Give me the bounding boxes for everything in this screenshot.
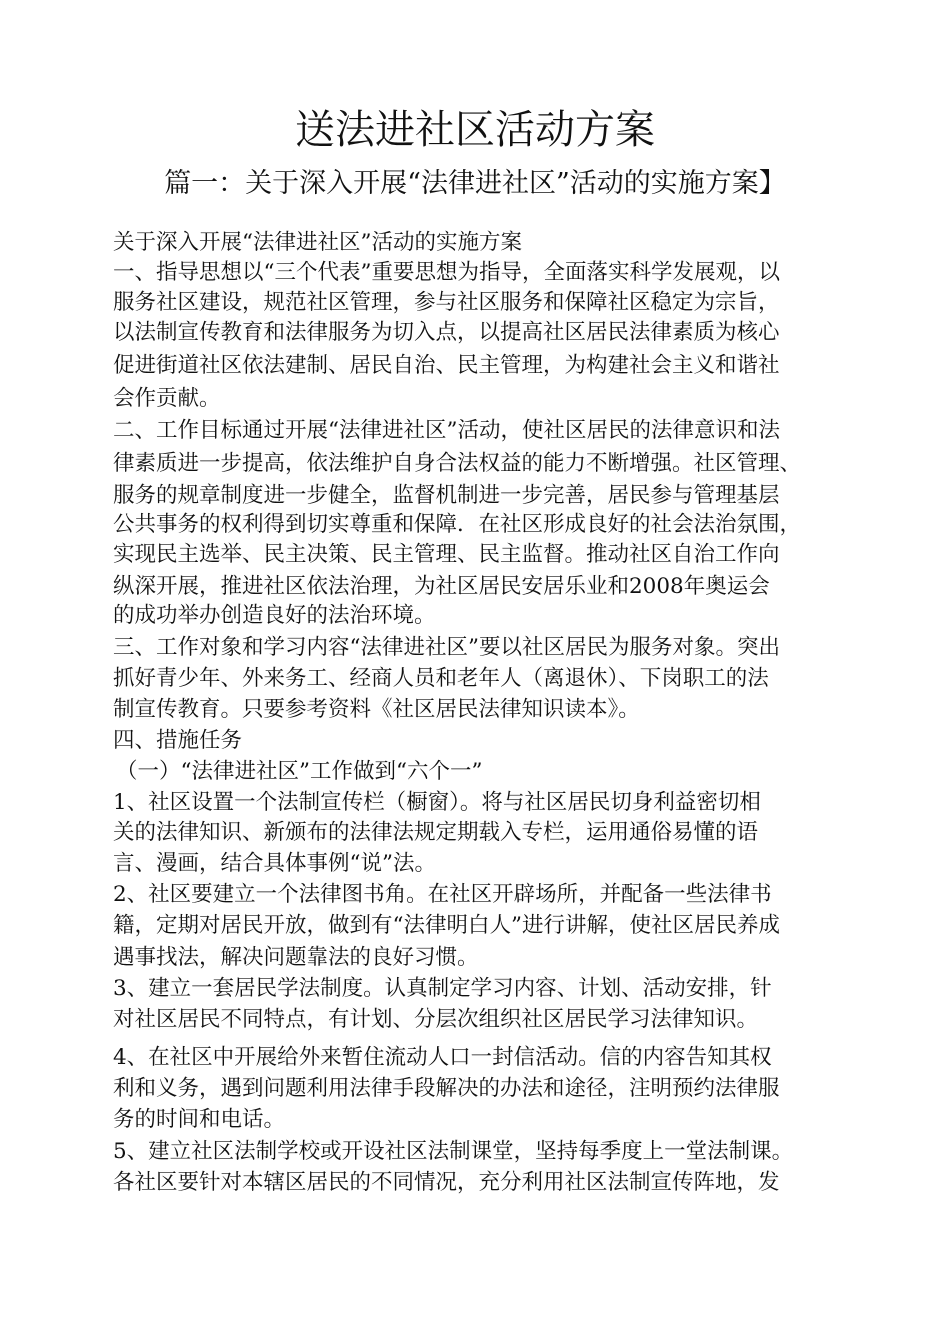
- body-line: 遇事找法，解决问题靠法的良好习惯。: [113, 945, 479, 970]
- body-line: 四、措施任务: [113, 728, 243, 753]
- body-line: 利和义务，遇到问题利用法律手段解决的办法和途径，注明预约法律服: [113, 1076, 780, 1101]
- body-line: 籍，定期对居民开放，做到有“法律明白人”进行讲解，使社区居民养成: [113, 913, 780, 938]
- body-line: 1、社区设置一个法制宣传栏（橱窗）。将与社区居民切身利益密切相: [113, 790, 761, 815]
- document-subtitle: 篇一：关于深入开展“法律进社区”活动的实施方案】: [164, 168, 786, 199]
- body-line: 2、社区要建立一个法律图书角。在社区开辟场所，并配备一些法律书: [113, 882, 772, 907]
- body-line: 言、漫画，结合具体事例“说”法。: [113, 851, 436, 876]
- body-line: 一、指导思想以“三个代表”重要思想为指导，全面落实科学发展观，以: [113, 260, 780, 285]
- body-line: 促进街道社区依法建制、居民自治、民主管理，为构建社会主义和谐社: [113, 353, 780, 378]
- body-line: 二、工作目标通过开展“法律进社区”活动，使社区居民的法律意识和法: [113, 418, 780, 443]
- body-line: 的成功举办创造良好的法治环境。: [113, 603, 436, 628]
- body-line: 4、在社区中开展给外来暂住流动人口一封信活动。信的内容告知其权: [113, 1045, 772, 1070]
- body-line: 5、建立社区法制学校或开设社区法制课堂，坚持每季度上一堂法制课。: [113, 1139, 794, 1164]
- body-line: 公共事务的权利得到切实尊重和保障．在社区形成良好的社会法治氛围，: [113, 512, 802, 537]
- body-line: 服务的规章制度进一步健全，监督机制进一步完善，居民参与管理基层: [113, 483, 780, 508]
- body-line: 务的时间和电话。: [113, 1107, 286, 1132]
- body-line: 服务社区建设，规范社区管理，参与社区服务和保障社区稳定为宗旨，: [113, 290, 780, 315]
- body-line: 会作贡献。: [113, 386, 221, 411]
- body-line: 以法制宣传教育和法律服务为切入点，以提高社区居民法律素质为核心: [113, 320, 780, 345]
- body-line: 制宣传教育。只要参考资料《社区居民法律知识读本》。: [113, 697, 640, 722]
- document-title: 送法进社区活动方案: [295, 107, 655, 153]
- body-line: 抓好青少年、外来务工、经商人员和老年人（离退休）、下岗职工的法: [113, 666, 769, 691]
- body-line: 三、工作对象和学习内容“法律进社区”要以社区居民为服务对象。突出: [113, 635, 780, 660]
- body-line: 关于深入开展“法律进社区”活动的实施方案: [113, 230, 522, 255]
- body-line: 实现民主选举、民主决策、民主管理、民主监督。推动社区自治工作向: [113, 542, 780, 567]
- body-line: 各社区要针对本辖区居民的不同情况，充分利用社区法制宣传阵地，发: [113, 1170, 780, 1195]
- body-line: （一）“法律进社区”工作做到“六个一”: [116, 759, 483, 784]
- body-line: 律素质进一步提高，依法维护自身合法权益的能力不断增强。社区管理、: [113, 451, 802, 476]
- body-line: 3、建立一套居民学法制度。认真制定学习内容、计划、活动安排，针: [113, 976, 772, 1001]
- body-line: 纵深开展，推进社区依法治理，为社区居民安居乐业和2008年奥运会: [113, 574, 770, 599]
- body-line: 对社区居民不同特点，有计划、分层次组织社区居民学习法律知识。: [113, 1007, 759, 1032]
- body-line: 关的法律知识、新颁布的法律法规定期载入专栏，运用通俗易懂的语: [113, 820, 759, 845]
